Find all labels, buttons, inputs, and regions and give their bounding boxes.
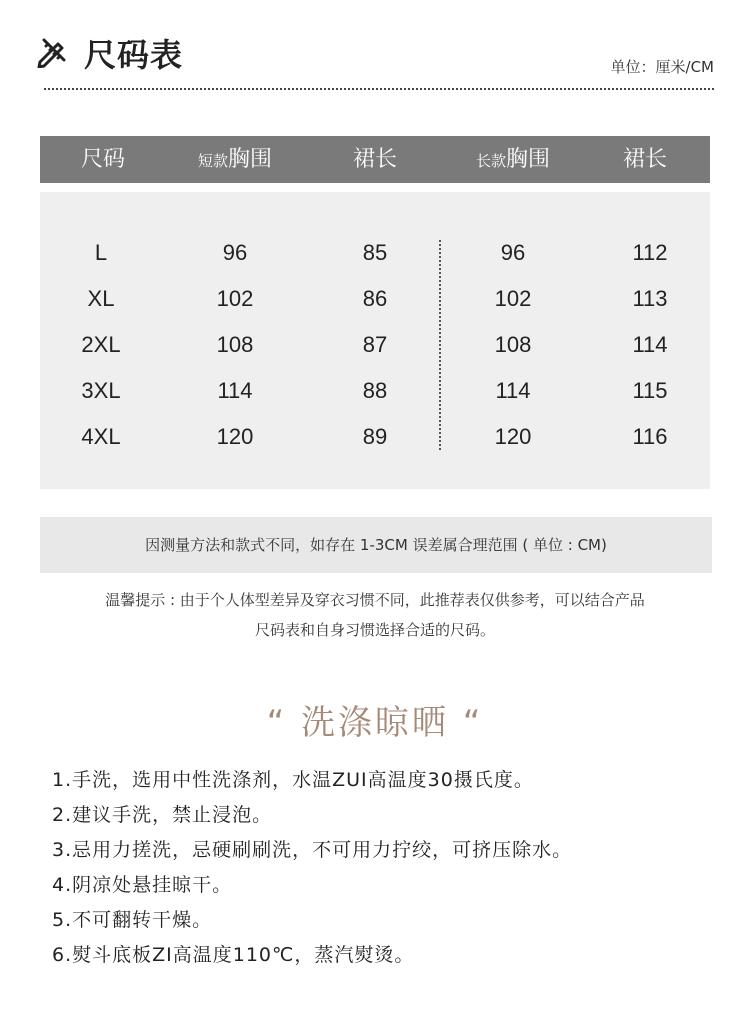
table-cell: 114: [495, 378, 531, 403]
care-instructions-list: [52, 763, 572, 973]
table-row: [40, 322, 710, 368]
list-item: 5.不可翻转干燥。: [52, 909, 213, 931]
table-cell: 108: [494, 332, 532, 357]
table-cell: 88: [362, 378, 388, 403]
header-main: 裙长: [622, 147, 667, 172]
table-cell: 85: [362, 240, 388, 265]
dotted-divider: [44, 88, 714, 90]
table-cell: 96: [222, 240, 248, 265]
header-short-bust: [166, 136, 304, 183]
table-cell: 114: [632, 332, 668, 357]
header-small: 长款: [475, 152, 506, 170]
header-small: 短款: [197, 152, 228, 170]
table-cell: 86: [362, 286, 388, 311]
table-cell: 120: [494, 424, 532, 449]
table-cell: 102: [216, 286, 254, 311]
table-cell: 114: [217, 378, 253, 403]
header-main: 尺码: [80, 147, 125, 172]
list-item: 4.阴凉处悬挂晾干。: [52, 874, 233, 896]
table-cell: 89: [362, 424, 388, 449]
table-cell: 2XL: [81, 332, 121, 357]
header-main: 胸围: [506, 147, 551, 172]
table-cell: 4XL: [81, 424, 121, 449]
table-row: [40, 230, 710, 276]
tip-text: [40, 585, 710, 645]
measurement-note: 因测量方法和款式不同，如存在 1-3CM 误差属合理范围 ( 单位 : CM): [40, 517, 712, 573]
page-header: [0, 0, 750, 100]
table-cell: 115: [632, 378, 668, 403]
header-size: [40, 136, 166, 183]
unit-label: 单位：厘米/CM: [610, 58, 714, 76]
list-item: 1.手洗，选用中性洗涤剂，水温ZUI高温度30摄氏度。: [52, 769, 534, 791]
table-cell: L: [94, 240, 108, 265]
list-item: 3.忌用力搓洗，忌硬刷刷洗，不可用力拧绞，可挤压除水。: [52, 839, 573, 861]
table-row: [40, 276, 710, 322]
table-cell: 116: [632, 424, 668, 449]
header-long-bust: [446, 136, 580, 183]
table-cell: XL: [87, 286, 115, 311]
size-table-header: [40, 136, 710, 183]
table-cell: 120: [216, 424, 254, 449]
list-item: 2.建议手洗，禁止浸泡。: [52, 804, 273, 826]
header-short-length: [304, 136, 446, 183]
table-cell: 87: [362, 332, 388, 357]
ruler-pencil-icon: [36, 36, 68, 68]
tip-line: 尺码表和自身习惯选择合适的尺码。: [254, 621, 495, 639]
table-cell: 96: [500, 240, 526, 265]
header-main: 裙长: [352, 147, 397, 172]
table-cell: 102: [494, 286, 532, 311]
table-row: [40, 368, 710, 414]
care-section-title: “ 洗涤晾晒 “: [266, 703, 484, 743]
table-cell: 112: [632, 240, 668, 265]
table-cell: 113: [632, 286, 668, 311]
size-table-body: [40, 192, 710, 489]
table-cell: 108: [216, 332, 254, 357]
tip-line: 温馨提示 : 由于个人体型差异及穿衣习惯不同，此推荐表仅供参考，可以结合产品: [105, 591, 645, 609]
header-long-length: [580, 136, 710, 183]
table-cell: 3XL: [81, 378, 121, 403]
header-main: 胸围: [228, 147, 273, 172]
list-item: 6.熨斗底板ZI高温度110℃，蒸汽熨烫。: [52, 944, 415, 966]
table-row: [40, 414, 710, 460]
page-title: 尺码表: [84, 36, 184, 74]
